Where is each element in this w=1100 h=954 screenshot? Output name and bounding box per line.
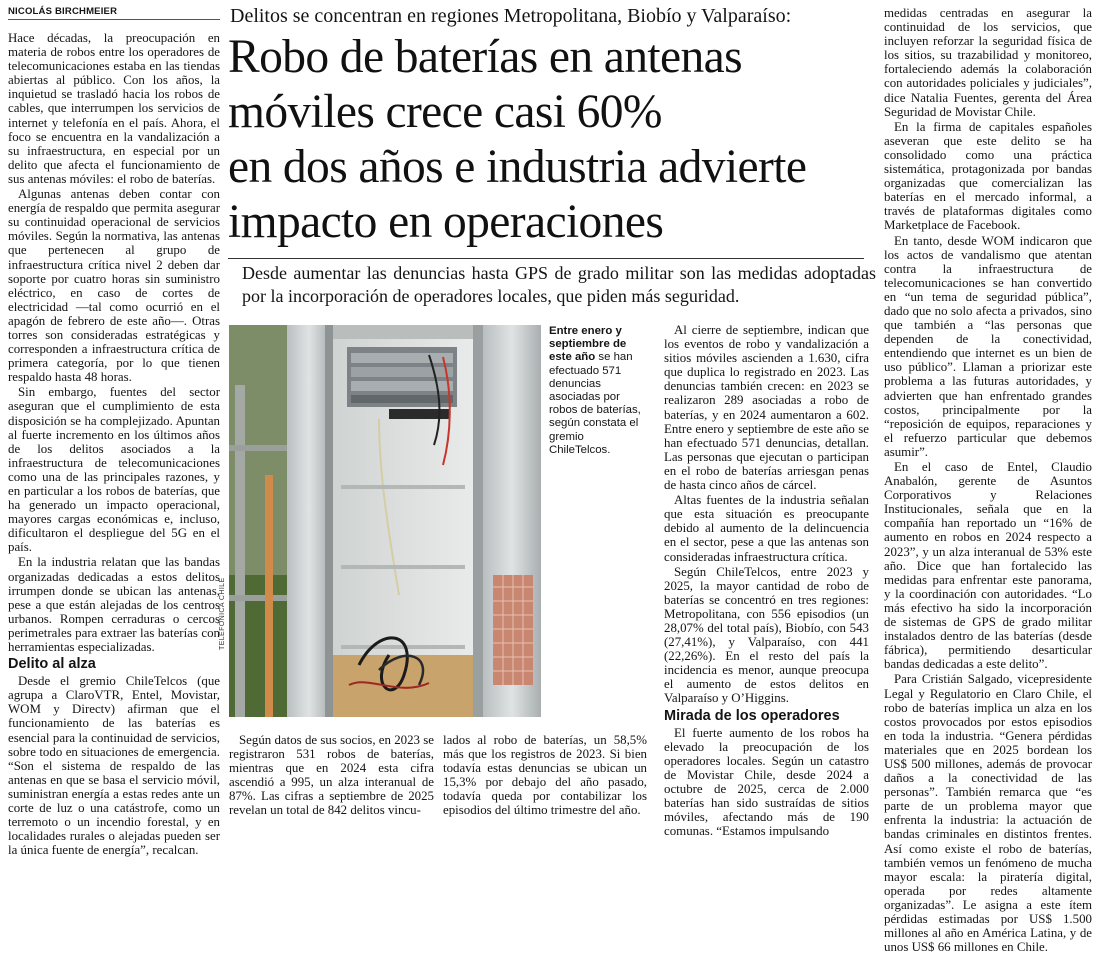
article-column-3-bottom xyxy=(443,733,647,818)
section-subhead: Delito al alza xyxy=(8,656,96,673)
paragraph: En tanto, desde WOM indicaron que los actos de vandalismo que atentan contra la infraestructura de telecomunicaciones se han convertido en “un tema de seguridad pública”, dado que no solo afecta a privados, sino que también a “las personas que dependen de la conectividad, entendiendo que internet es un bien de uso público”. Llaman a priorizar este problema a las futuras autoridades, y advierten que han enfrentado grandes costos, principalmente por la “reposición de equipos, reparaciones y el refuerzo particular que debemos asumir”. xyxy=(884,233,1092,459)
article-column-4 xyxy=(664,323,869,838)
paragraph: Sin embargo, fuentes del sector aseguran que el cumplimiento de esta disposición se ha complejizado. Apuntan al fuerte incremento en los últimos años de los delitos asociados a la infraestructura de telecomunicaciones como una de las principales razones, y en particular a los robos de baterías, que ha generado un impacto operacional, mayores cargas económicas e, incluso, dificultaron el despliegue del 5G en el país. xyxy=(8,385,220,555)
photo-credit: TELEFÓNICA CHILE xyxy=(219,577,226,650)
paragraph: Al cierre de septiembre, indican que los eventos de robo y vandalización a sitios móviles ascienden a 1.630, cifra que duplica lo registrado en 2023. Las denuncias también crecen: en 2023 se realizaron 289 asociadas a robo de baterías, y en 2024 aumentaron a 602. Entre enero y septiembre de este año se han efectuado 571 denuncias, detallan. Las personas que ejecutan o participan en el robo de baterías arriesgan penas de hasta cinco años de cárcel. xyxy=(664,323,869,493)
article-column-1 xyxy=(8,31,220,857)
paragraph: En la industria relatan que las bandas organizadas dedicadas a estos delitos irrumpen donde se ubican las antenas, pese a que están alejadas de los centros urbanos. Rompen cerraduras o cercos perimetrales para extraer las baterías con herramientas especializadas. xyxy=(8,555,220,655)
paragraph: En el caso de Entel, Claudio Anabalón, gerente de Asuntos Corporativos y Relaciones Institucionales, señala que en la compañía han reportado un “16% de aumento en robos en 2024 respecto a 2023”, y un alza interanual de 53% este año. Dice que han fortalecido las medidas para enfrentar este panorama, y la coordinación con autoridades. “Lo más efectivo ha sido la incorporación de sistemas de GPS de grado militar instalados dentro de las baterías (desde fábrica), permitiendo desarticular bandas dedicadas a este delito”. xyxy=(884,460,1092,672)
deck-rule xyxy=(228,258,864,259)
paragraph: En la firma de capitales españoles aseveran que este delito se ha consolidado como una práctica sistemática, protagonizada por bandas organizadas que comercializan las baterías en el mercado informal, a través de plataformas digitales como Marketplace de Facebook. xyxy=(884,119,1092,233)
caption-lead: Entre enero y septiembre de este año xyxy=(549,325,627,364)
paragraph: Altas fuentes de la industria señalan que esta situación es preocupante debido al aumento de la delincuencia en el sector, pese a que las antenas son consideradas infraestructura crítica. xyxy=(664,493,869,564)
byline: NICOLÁS BIRCHMEIER xyxy=(8,6,220,20)
cabinet-illustration xyxy=(229,325,541,717)
paragraph: Desde el gremio ChileTelcos (que agrupa a ClaroVTR, Entel, Movistar, WOM y Directv) afirman que el funcionamiento de las baterías es esencial para la continuidad de servicios, sobre todo en situaciones de emergencia. “Son el sistema de respaldo de las antenas en que se basa el servicio móvil, suministran energía a estas redes ante un corte de luz o una catástrofe, como un terremoto o un incendio forestal, y en localidades rurales o alejadas pueden ser la única fuente de energía”, recalcan. xyxy=(8,674,220,858)
paragraph: Según ChileTelcos, entre 2023 y 2025, la mayor cantidad de robo de baterías se concentró en tres regiones: Metropolitana, con 556 episodios (un 28,07% del total país), Biobío, con 543 (27,41%), y Valparaíso, con 441 (22,26%). En el resto del país la incidencia es menor, aunque preocupa el aumento de estos delitos en Valparaíso y O’Higgins. xyxy=(664,564,869,706)
paragraph: Hace décadas, la preocupación en materia de robos entre los operadores de telecomunicaciones estaba en las tiendas abiertas al público. Con los años, la inquietud se trasladó hacia los robos de cables, que interrumpen los servicios de internet y telefonía en el país. Ahora, el foco se encuentra en la vandalización a su infraestructura, en especial por un delito que afecta el funcionamiento de sus antenas móviles: el robo de baterías. xyxy=(8,31,220,186)
paragraph: El fuerte aumento de los robos ha elevado la preocupación de los operadores locales. Según un catastro de Movistar Chile, desde 2024 a octubre de 2025, cerca de 2.000 baterías han sido sustraídas de sitios móviles, afectando más de 190 comunas. “Estamos impulsando xyxy=(664,725,869,839)
headline-line: móviles crece casi 60% xyxy=(228,86,662,138)
photo-battery-cabinet xyxy=(229,325,541,717)
headline-line: en dos años e industria advierte xyxy=(228,141,807,193)
section-subhead: Mirada de los operadores xyxy=(664,707,840,724)
paragraph: medidas centradas en asegurar la continuidad de los servicios, que incluyen reforzar la seguridad física de los sitios, su trazabilidad y monitoreo, fortaleciendo además la colaboración con autoridades policiales y judiciales”, dice Natalia Fuentes, gerenta del Área Seguridad de Movistar Chile. xyxy=(884,6,1092,119)
caption-text: se han efectuado 571 denuncias asociadas por robos de baterías, según constata el gremio ChileTelcos. xyxy=(549,351,641,456)
headline xyxy=(228,30,878,250)
paragraph: Algunas antenas deben contar con energía de respaldo que permita asegurar su continuidad operacional de servicios móviles. Según la normativa, las antenas que pertenecen al grupo de infraestructura crítica nivel 2 deben dar soporte por cuatro horas sin suministro eléctrico, en caso de cortes de electricidad —tal como ocurrió en el apagón de febrero de este año—. Otras torres son consideradas estratégicas y corresponden a infraestructura crítica de primera categoría, por lo que tienen respaldo hasta 48 horas. xyxy=(8,187,220,385)
paragraph: lados al robo de baterías, un 58,5% más que los registros de 2023. Si bien todavía estas denuncias se ubican un 15,3% por debajo del año pasado, todavía queda por contabilizar los episodios del último trimestre del año. xyxy=(443,733,647,818)
headline-line: Robo de baterías en antenas xyxy=(228,31,743,83)
headline-line: impacto en operaciones xyxy=(228,196,664,248)
paragraph: Según datos de sus socios, en 2023 se registraron 531 robos de baterías, mientras que en 2024 esta cifra ascendió a 995, un alza interanual de 87%. Las cifras a septiembre de 2025 revelan un total de 842 delitos vincu- xyxy=(229,733,434,818)
photo-caption xyxy=(549,325,647,457)
deck: Desde aumentar las denuncias hasta GPS de grado militar son las medidas adoptadas por la incorporación de operadores locales, que piden más seguridad. xyxy=(242,263,876,306)
kicker: Delitos se concentran en regiones Metropolitana, Biobío y Valparaíso: xyxy=(230,5,792,27)
article-column-5 xyxy=(884,6,1092,954)
paragraph: Para Cristián Salgado, vicepresidente Legal y Regulatorio en Claro Chile, el robo de baterías implica un alza en los costos provocados por estos episodios en toda la industria. “Genera pérdidas materiales que en 2025 bordean los US$ 500 millones, además de provocar daños a la conectividad de las personas”. También remarca que “es parte de un problema mayor que enfrenta la industria: la actuación de bandas criminales en distintos frentes. Así como existe el robo de baterías, también vemos un fenómeno de mucha mayor escala: la piratería digital, operada por redes altamente organizadas”. Le asigna a este ítem pérdidas estimadas por US$ 1.500 millones al año en América Latina, y de unos US$ 66 millones en Chile. xyxy=(884,672,1092,954)
article-column-2-bottom xyxy=(229,733,434,818)
